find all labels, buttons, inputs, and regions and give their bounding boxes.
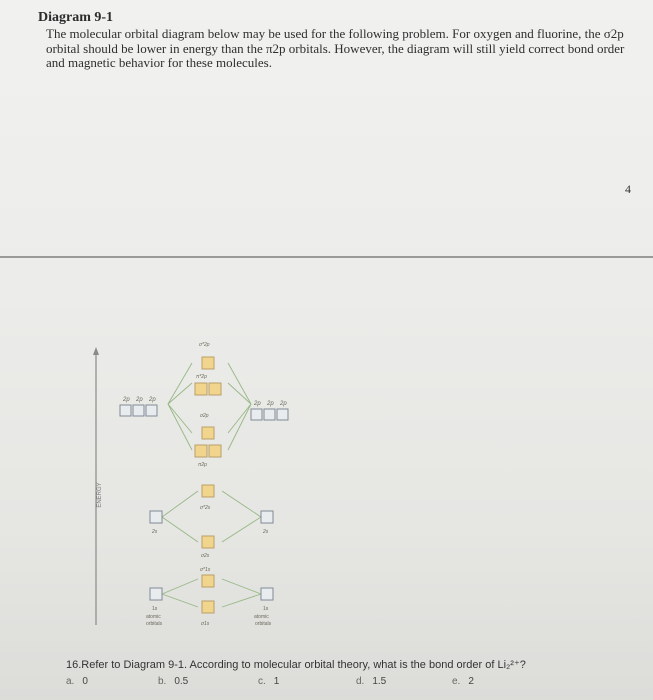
section-divider	[0, 256, 653, 258]
svg-text:atomic: atomic	[254, 614, 269, 620]
svg-text:2p: 2p	[280, 401, 287, 407]
2s-atomic-orbitals	[150, 511, 273, 535]
svg-text:atomic: atomic	[146, 614, 161, 620]
svg-text:σ2s: σ2s	[201, 553, 210, 559]
svg-text:2s: 2s	[152, 529, 158, 535]
svg-text:1s: 1s	[152, 606, 158, 612]
svg-text:σ1s: σ1s	[201, 621, 210, 627]
svg-text:σ*2s: σ*2s	[200, 505, 211, 511]
diagram-instructions: The molecular orbital diagram below may be used for the following problem. For oxygen and fluorine, the σ2p orbital should be lower in energy than the π2p orbitals. However, the diagram will still yield correct bond order and magnetic behavior for these molecules.	[46, 26, 625, 70]
svg-text:2p: 2p	[123, 397, 130, 403]
answer-choice-b[interactable]: b. 0.5	[158, 676, 189, 687]
svg-text:2p: 2p	[136, 397, 143, 403]
svg-text:π2p: π2p	[198, 462, 207, 468]
answer-choice-a[interactable]: a. 0	[66, 676, 88, 687]
svg-text:2p: 2p	[254, 401, 261, 407]
molecular-orbitals	[195, 342, 221, 627]
svg-text:2s: 2s	[263, 529, 269, 535]
svg-text:2p: 2p	[149, 397, 156, 403]
svg-text:σ2p: σ2p	[200, 413, 209, 419]
answer-choice-d[interactable]: d. 1.5	[356, 676, 387, 687]
energy-axis	[93, 347, 103, 625]
energy-axis-label: ENERGY	[97, 482, 103, 508]
svg-text:orbitals: orbitals	[146, 621, 163, 627]
svg-text:σ*2p: σ*2p	[199, 342, 210, 348]
left-2p-orbitals	[120, 397, 157, 416]
question-text: 16.Refer to Diagram 9-1. According to molecular orbital theory, what is the bond order of Li₂²⁺?	[66, 659, 526, 671]
svg-text:1s: 1s	[263, 606, 269, 612]
answer-choice-e[interactable]: e. 2	[452, 676, 474, 687]
svg-text:2p: 2p	[267, 401, 274, 407]
svg-text:σ*1s: σ*1s	[200, 567, 211, 573]
mo-diagram	[88, 335, 318, 635]
page-number: 4	[625, 182, 631, 196]
answer-choice-c[interactable]: c. 1	[258, 676, 280, 687]
diagram-heading: Diagram 9-1	[38, 10, 114, 25]
svg-text:orbitals: orbitals	[255, 621, 272, 627]
svg-text:π*2p: π*2p	[196, 374, 207, 380]
right-2p-orbitals	[251, 401, 288, 420]
